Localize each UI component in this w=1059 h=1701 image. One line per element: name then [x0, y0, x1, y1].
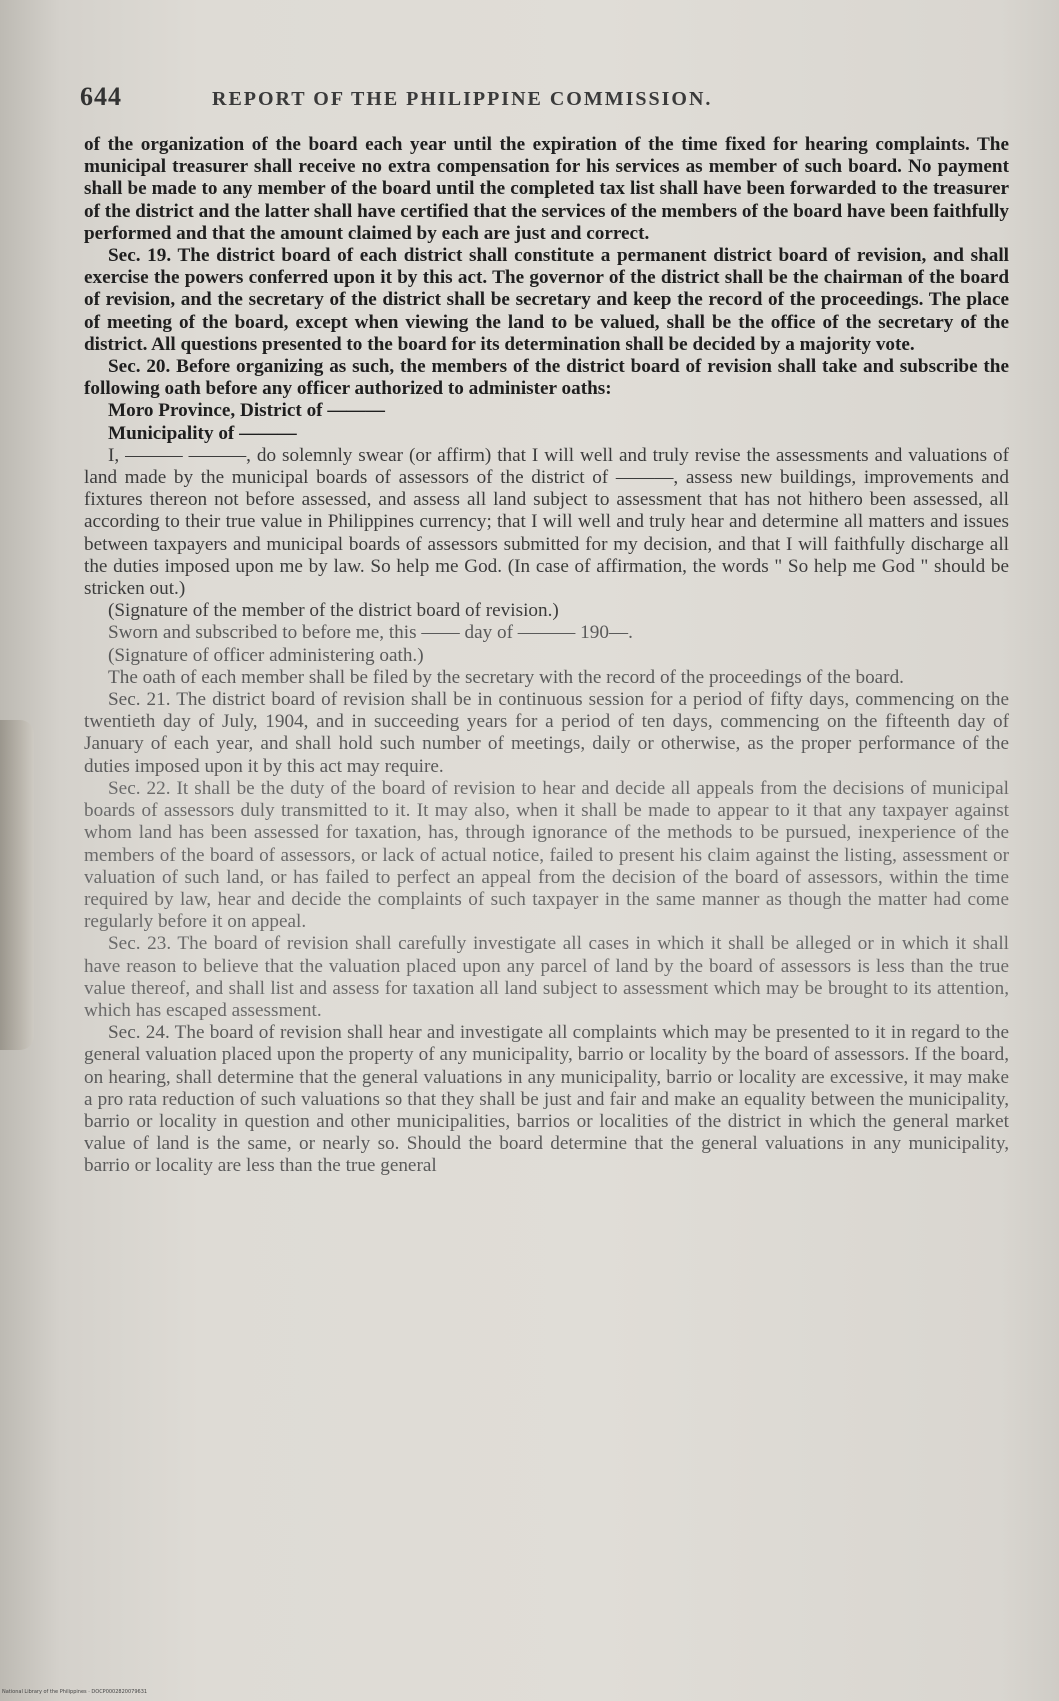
- library-stamp: National Library of the Philippines · DOCP0002820079631: [2, 1689, 148, 1695]
- report-title: REPORT OF THE PHILIPPINE COMMISSION.: [212, 88, 713, 110]
- oath-sworn-line: Sworn and subscribed to before me, this —— day of ——— 190—.: [108, 622, 633, 644]
- oath-form-municipality: Municipality of ———: [108, 422, 297, 444]
- paragraph-oath-filing: The oath of each member shall be filed by the secretary with the record of the proceedings of the board.: [108, 666, 904, 688]
- page-number: 644: [80, 82, 122, 111]
- paragraph-sec-22: Sec. 22. It shall be the duty of the board of revision to hear and decide all appeals from the decisions of municipal boards of assessors duly transmitted to it. It may also, when it shall be made to appear to it that any taxpayer against whom land has been assessed for taxation, has, through ignorance of the methods to be pursued, inexperience of the members of the board of assessors, or lack of actual notice, failed to present his claim against the listing, assessment or valuation of such land, or has failed to perfect an appeal from the decision of the board of assessors, within the time required by law, hear and decide the complaints of such taxpayer in the same manner as though the matter had come regularly before it on appeal.: [84, 777, 1009, 933]
- paragraph-sec-21: Sec. 21. The district board of revision shall be in continuous session for a period of fifty days, commencing on the twentieth day of July, 1904, and in succeeding years for a period of ten days, commencing on the fifteenth day of January of each year, and shall hold such number of meetings, daily or otherwise, as the proper performance of the duties imposed upon it by this act may require.: [84, 689, 1009, 777]
- oath-signature-officer: (Signature of officer administering oath.): [108, 644, 424, 666]
- running-head: [80, 82, 900, 118]
- oath-text: I, ——— ———, do solemnly swear (or affirm) that I will well and truly revise the assessments and valuations of land made by the municipal boards of assessors of the district of ———, assess new buildings, improvements and fixtures thereon not before assessed, and assess all land subject to assessment that has not hithero been assessed, all according to their true value in Philippines currency; that I will well and truly hear and determine all matters and issues between taxpayers and municipal boards of assessors submitted for my decision, and that I will faithfully discharge all the duties imposed upon me by law. So help me God. (In case of affirmation, the words " So help me God " should be stricken out.): [84, 444, 1009, 600]
- paragraph-sec-19: Sec. 19. The district board of each district shall constitute a permanent district board of revision, and shall exercise the powers conferred upon it by this act. The governor of the district shall be the chairman of the board of revision, and the secretary of the district shall be secretary and keep the record of the proceedings. The place of meeting of the board, except when viewing the land to be valued, shall be the office of the secretary of the district. All questions presented to the board for its determination shall be decided by a majority vote.: [84, 245, 1009, 355]
- paragraph-sec-20: Sec. 20. Before organizing as such, the members of the district board of revision shall take and subscribe the following oath before any officer authorized to administer oaths:: [84, 356, 1009, 400]
- paragraph-continuation: of the organization of the board each year until the expiration of the time fixed for hearing complaints. The municipal treasurer shall receive no extra compensation for his services as member of such board. No payment shall be made to any member of the board until the completed tax list shall have been forwarded to the treasurer of the district and the latter shall have certified that the services of the members of the board have been faithfully performed and that the amount claimed by each are just and correct.: [84, 134, 1009, 244]
- oath-signature-member: (Signature of the member of the district board of revision.): [108, 600, 559, 622]
- body-text: [84, 134, 1009, 1178]
- paragraph-sec-23: Sec. 23. The board of revision shall carefully investigate all cases in which it shall be alleged or in which it shall have reason to believe that the valuation placed upon any parcel of land by the board of assessors is less than the true value thereof, and shall list and assess for taxation all land subject to assessment which may be brought to its attention, which has escaped assessment.: [84, 933, 1009, 1021]
- paragraph-sec-24: Sec. 24. The board of revision shall hear and investigate all complaints which may be presented to it in regard to the general valuation placed upon the property of any municipality, barrio or locality by the board of assessors. If the board, on hearing, shall determine that the general valuations in any municipality, barrio or locality are excessive, it may make a pro rata reduction of such valuations so that they shall be just and fair and make an equality between the municipality, barrio or locality in question and other municipalities, barrios or localities of the district in which the general market value of land is the same, or nearly so. Should the board determine that the general valuations in any municipality, barrio or locality are less than the true general: [84, 1022, 1009, 1177]
- oath-form-province: Moro Province, District of ———: [108, 400, 385, 422]
- binding-edge: [0, 720, 34, 1050]
